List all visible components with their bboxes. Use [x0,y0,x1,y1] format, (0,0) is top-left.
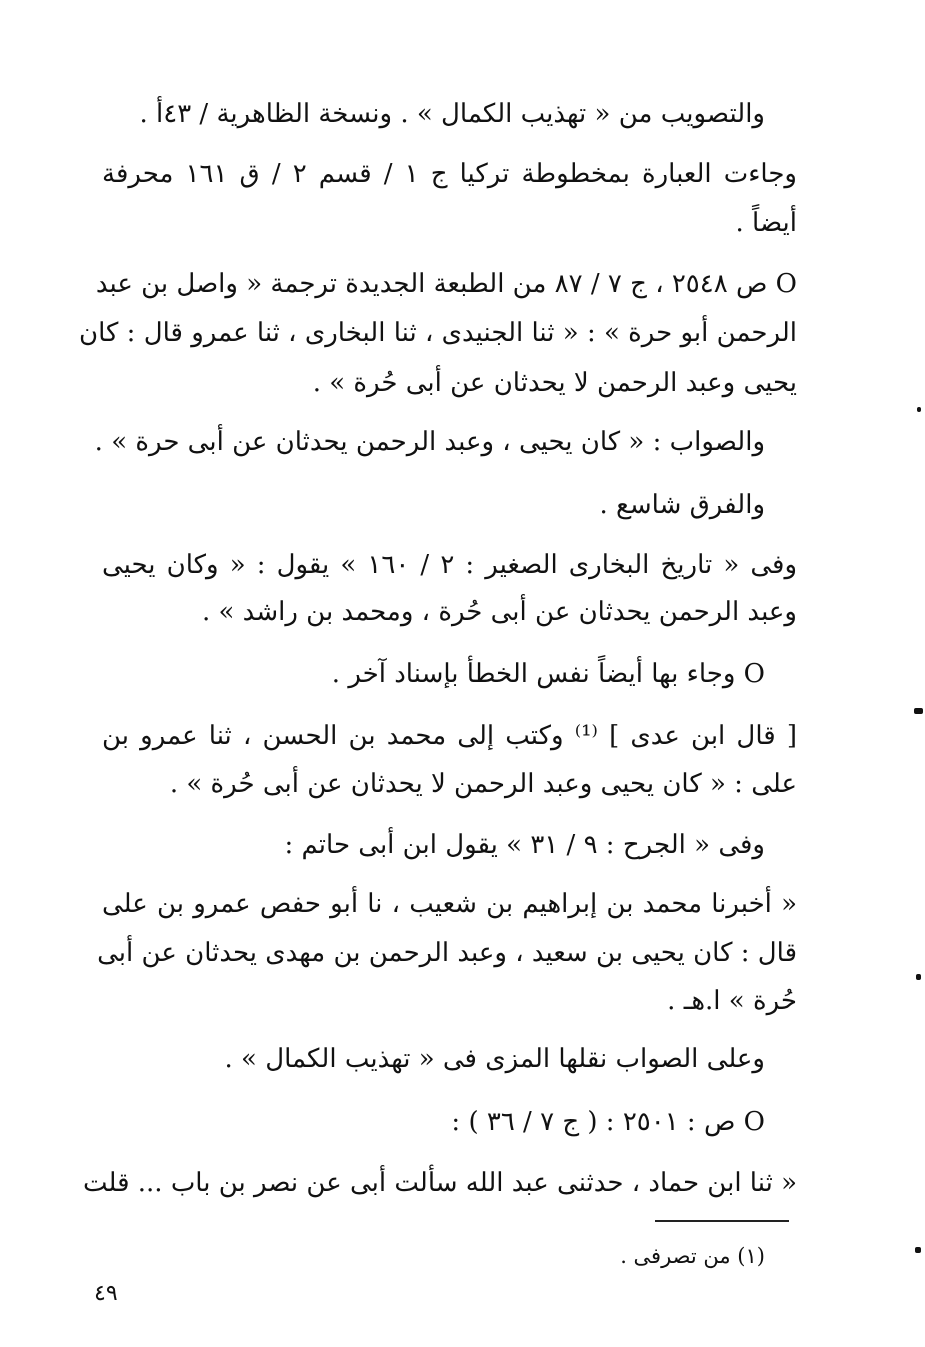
text-line: « ثنا ابن حماد ، حدثنى عبد الله سألت أبى عن نصر بن باب ... قلت [82,1168,797,1198]
scan-speck [917,407,921,412]
text-line: وعلى الصواب نقلها المزى فى « تهذيب الكمال » . [224,1044,765,1074]
text-line: على : « كان يحيى وعبد الرحمن لا يحدثان عن أبى حُرة » . [169,769,797,799]
footnote: (١) من تصرفى . [620,1244,765,1268]
text-line: O وجاء بها أيضاً نفس الخطأ بإسناد آخر . [331,659,765,689]
text-line: أيضاً . [735,208,797,238]
text-line: والفرق شاسع . [599,490,765,520]
text-line: وفى « تاريخ البخارى الصغير : ٢ / ١٦٠ » يقول : « وكان يحيى [102,550,798,580]
text-line: قال : كان يحيى بن سعيد ، وعبد الرحمن بن مهدى يحدثان عن أبى [97,938,797,968]
text-line: O ص ٢٥٤٨ ، ج ٧ / ٨٧ من الطبعة الجديدة ترجمة « واصل بن عبد [95,269,797,299]
scan-speck [915,1247,921,1253]
text-line: [ قال ابن عدى ] ⁽¹⁾ وكتب إلى محمد بن الحسن ، ثنا عمرو بن [102,721,797,751]
scan-speck [916,974,921,980]
scan-speck [914,708,923,714]
text-line: وفى « الجرح : ٩ / ٣١ » يقول ابن أبى حاتم : [284,830,765,860]
text-line: والتصويب من « تهذيب الكمال » . ونسخة الظاهرية / ٤٣أ . [139,99,765,129]
text-line: « أخبرنا محمد بن إبراهيم بن شعيب ، نا أبو حفص عمرو بن على [102,889,797,919]
text-line: حُرة » ا.هـ . [667,986,797,1016]
text-line: وعبد الرحمن يحدثان عن أبى حُرة ، ومحمد بن راشد » . [201,597,797,627]
text-line: O ص : ٢٥٠١ : ( ج ٧ / ٣٦ ) : [451,1107,765,1137]
text-line: والصواب : « كان يحيى ، وعبد الرحمن يحدثان عن أبى حرة » . [94,427,765,457]
text-line: يحيى وعبد الرحمن لا يحدثان عن أبى حُرة » . [312,368,797,398]
text-line: وجاءت العبارة بمخطوطة تركيا ج ١ / قسم ٢ / ق ١٦١ محرفة [102,159,797,189]
page-number: ٤٩ [94,1281,118,1306]
footnote-separator [655,1220,789,1222]
text-line: الرحمن أبو حرة » : « ثنا الجنيدى ، ثنا البخارى ، ثنا عمرو قال : كان [79,318,797,348]
